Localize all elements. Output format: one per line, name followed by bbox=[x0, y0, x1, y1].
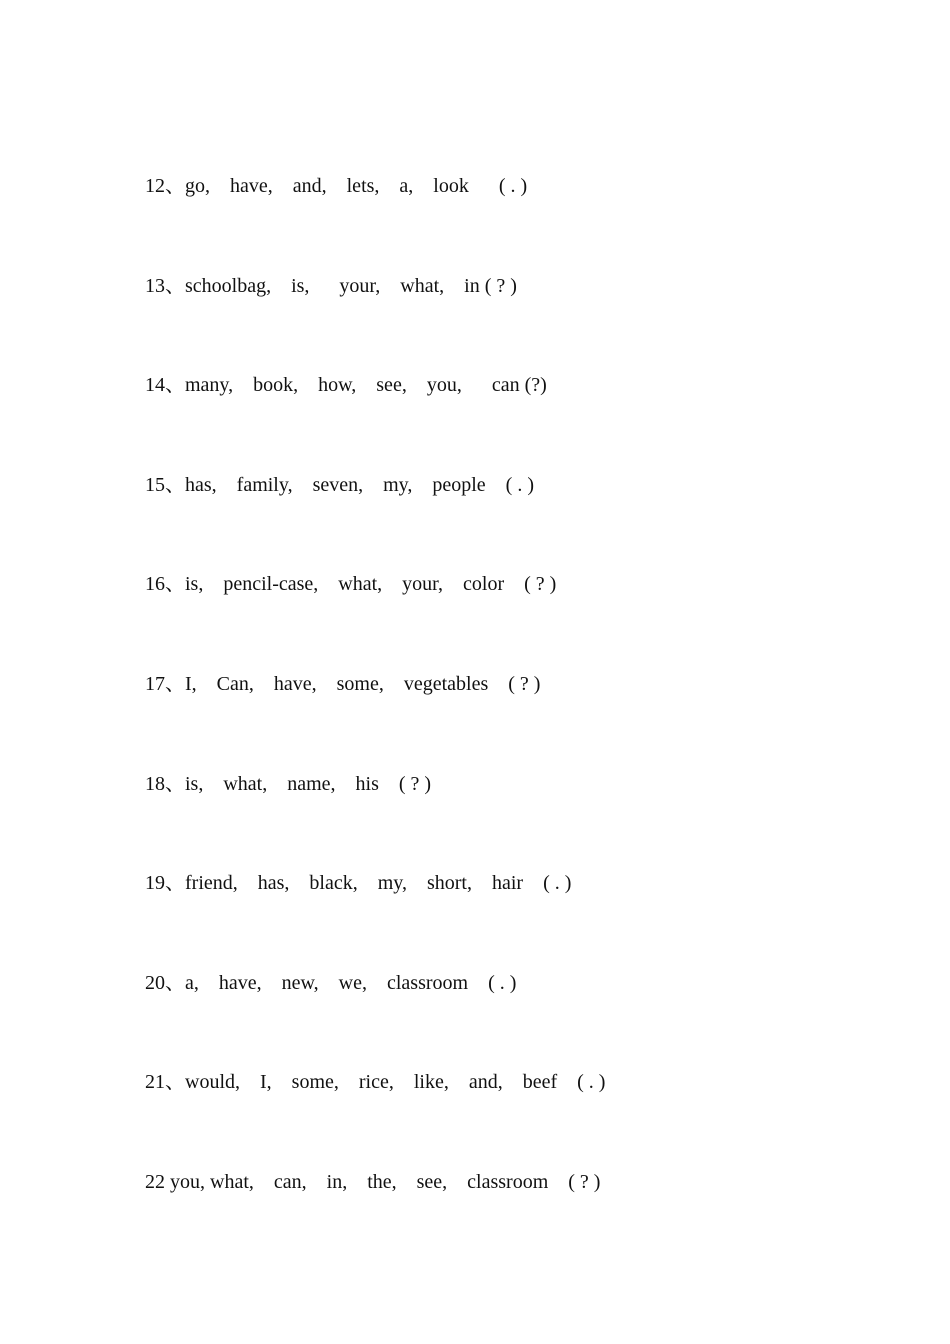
exercise-17: 17、I, Can, have, some, vegetables ( ? ) bbox=[145, 672, 541, 695]
exercise-18: 18、is, what, name, his ( ? ) bbox=[145, 772, 432, 795]
exercise-13: 13、schoolbag, is, your, what, in ( ? ) bbox=[145, 274, 517, 297]
exercise-19: 19、friend, has, black, my, short, hair ( . ) bbox=[145, 872, 572, 895]
exercise-12: 12、go, have, and, lets, a, look ( . ) bbox=[145, 175, 528, 197]
exercise-14: 14、many, book, how, see, you, can (?) bbox=[145, 374, 547, 397]
exercise-15: 15、has, family, seven, my, people ( . ) bbox=[145, 473, 534, 496]
exercise-16: 16、is, pencil-case, what, your, color ( ? ) bbox=[145, 573, 557, 596]
sentence-ordering-exercises bbox=[145, 172, 905, 1268]
exercise-22: 22 you, what, can, in, the, see, classroom ( ? ) bbox=[145, 1170, 601, 1193]
exercise-21: 21、would, I, some, rice, like, and, beef ( . ) bbox=[145, 1071, 606, 1094]
exercise-20: 20、a, have, new, we, classroom ( . ) bbox=[145, 971, 517, 994]
